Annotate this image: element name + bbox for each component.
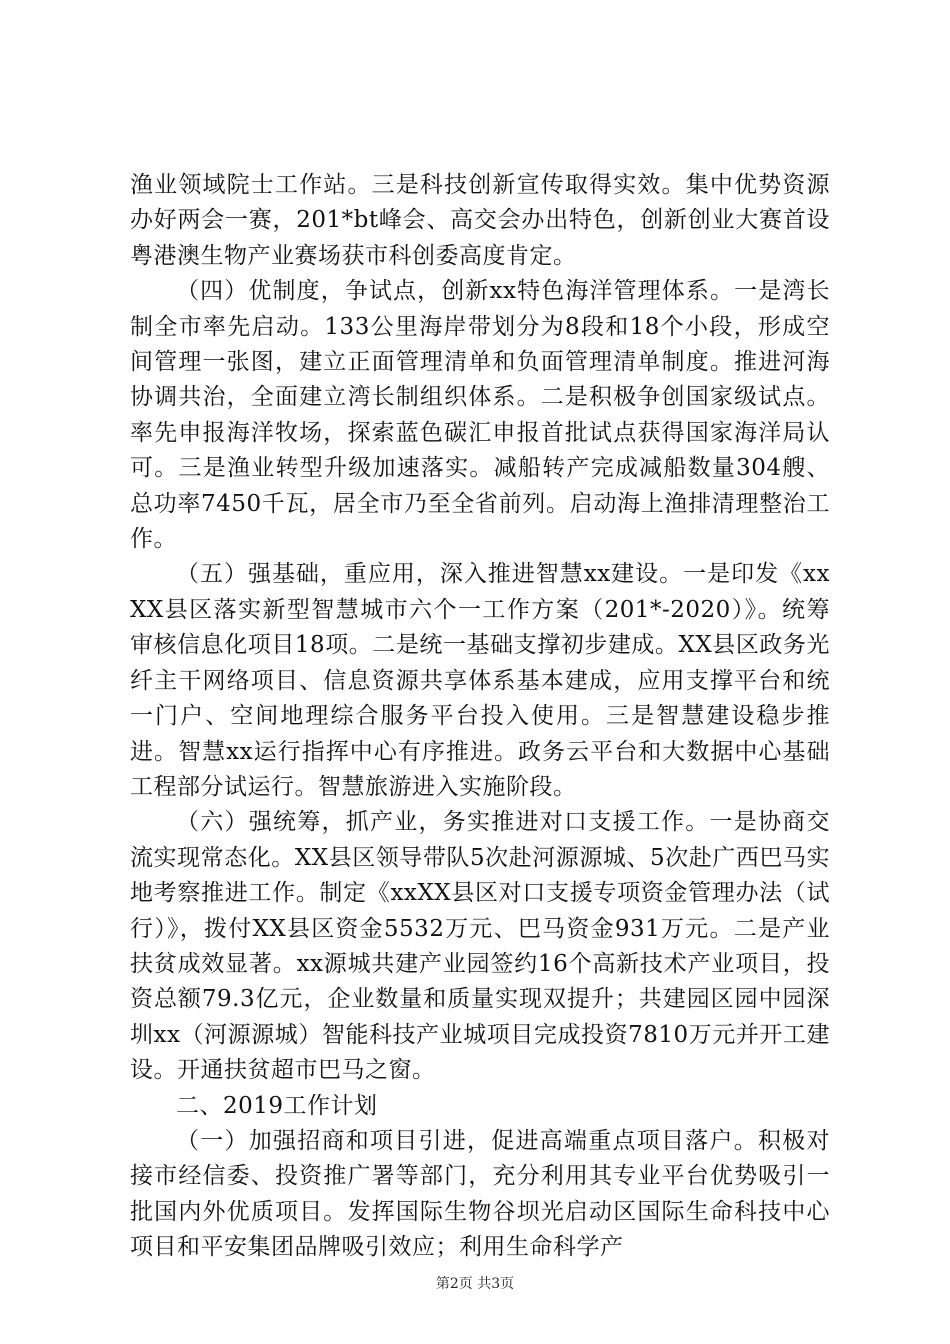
- document-body: [130, 168, 830, 1266]
- paragraph-plan-1: （一）加强招商和项目引进，促进高端重点项目落户。积极对接市经信委、投资推广署等部门，充分利用其专业平台优势吸引一批国内外优质项目。发挥国际生物谷坝光启动区国际生命科技中心项目和平安集团品牌吸引效应；利用生命科学产: [130, 1127, 830, 1261]
- paragraph-section-4: （四）优制度，争试点，创新xx特色海洋管理体系。一是湾长制全市率先启动。133公里海岸带划分为8段和18个小段，形成空间管理一张图，建立正面管理清单和负面管理清单制度。推进河海协调共治，全面建立湾长制组织体系。二是积极争创国家级试点。率先申报海洋牧场，探索蓝色碳汇申报首批试点获得国家海洋局认可。三是渔业转型升级加速落实。减船转产完成减船数量304艘、总功率7450千瓦，居全市乃至全省前列。启动海上渔排清理整治工作。: [130, 278, 830, 553]
- paragraph-section-5: （五）强基础，重应用，深入推进智慧xx建设。一是印发《xxXX县区落实新型智慧城市六个一工作方案（201*-2020）》。统筹审核信息化项目18项。二是统一基础支撑初步建成。XX县区政务光纤主干网络项目、信息资源共享体系基本建成，应用支撑平台和统一门户、空间地理综合服务平台投入使用。三是智慧建设稳步推进。智慧xx运行指挥中心有序推进。政务云平台和大数据中心基础工程部分试运行。智慧旅游进入实施阶段。: [130, 561, 830, 800]
- section-heading-work-plan: 二、2019工作计划: [176, 1092, 378, 1119]
- paragraph-section-6: （六）强统筹，抓产业，务实推进对口支援工作。一是协商交流实现常态化。XX县区领导带队5次赴河源源城、5次赴广西巴马实地考察推进工作。制定《xxXX县区对口支援专项资金管理办法（试行）》，拨付XX县区资金5532万元、巴马资金931万元。二是产业扶贫成效显著。xx源城共建产业园签约16个高新技术产业项目，投资总额79.3亿元，企业数量和质量实现双提升；共建园区园中园深圳xx（河源源城）智能科技产业城项目完成投资7810万元并开工建设。开通扶贫超市巴马之窗。: [130, 809, 830, 1084]
- paragraph-continued: 渔业领域院士工作站。三是科技创新宣传取得实效。集中优势资源办好两会一赛，201*bt峰会、高交会办出特色，创新创业大赛首设粤港澳生物产业赛场获市科创委高度肯定。: [130, 172, 830, 269]
- page-footer: 第2页 共3页: [435, 1276, 515, 1292]
